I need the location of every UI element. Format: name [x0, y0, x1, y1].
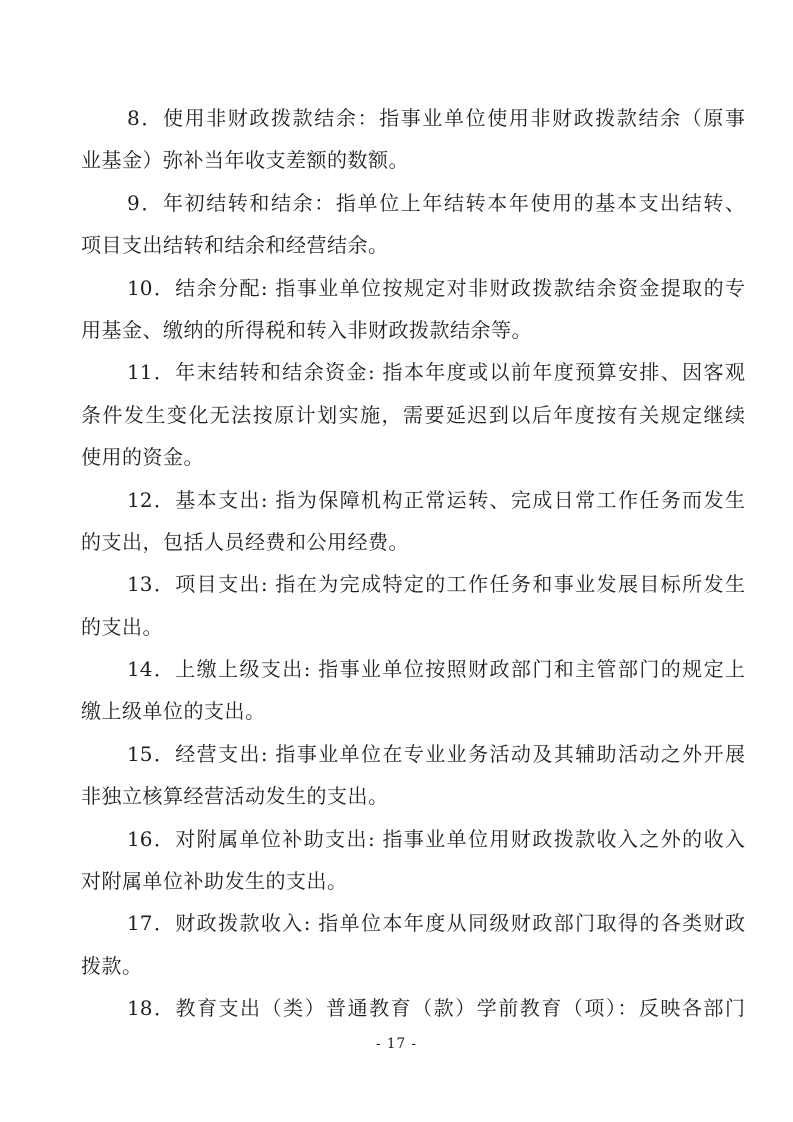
- text-line: 10．结余分配: 指事业单位按规定对非财政拨款结余资金提取的专: [127, 275, 745, 300]
- page-number: - 17 -: [376, 1036, 417, 1052]
- text-line: 16．对附属单位补助支出: 指事业单位用财政拨款收入之外的收入: [127, 826, 745, 851]
- text-line: 15．经营支出: 指事业单位在专业业务活动及其辅助活动之外开展: [127, 741, 745, 766]
- text-line: 17．财政拨款收入: 指单位本年度从同级财政部门取得的各类财政: [127, 911, 745, 936]
- text-line: 14．上缴上级支出: 指事业单位按照财政部门和主管部门的规定上: [127, 657, 745, 682]
- text-line: 业基金）弥补当年收支差额的数额。: [81, 148, 409, 173]
- text-line: 使用的资金。: [81, 445, 204, 470]
- text-line: 9．年初结转和结余：指单位上年结转本年使用的基本支出结转、: [127, 190, 745, 215]
- text-line: 的支出，包括人员经费和公用经费。: [81, 529, 409, 554]
- text-line: 缴上级单位的支出。: [81, 699, 266, 724]
- text-line: 的支出。: [81, 614, 163, 639]
- text-line: 用基金、缴纳的所得税和转入非财政拨款结余等。: [81, 317, 532, 342]
- text-line: 非独立核算经营活动发生的支出。: [81, 784, 389, 809]
- text-line: 13．项目支出: 指在为完成特定的工作任务和事业发展目标所发生: [127, 572, 745, 597]
- text-block: [81, 97, 745, 1030]
- text-line: 11．年末结转和结余资金: 指本年度或以前年度预算安排、因客观: [127, 360, 745, 385]
- text-line: 18．教育支出（类）普通教育（款）学前教育（项）：反映各部门: [127, 996, 745, 1021]
- text-line: 对附属单位补助发生的支出。: [81, 869, 348, 894]
- text-line: 条件发生变化无法按原计划实施，需要延迟到以后年度按有关规定继续: [81, 402, 745, 427]
- text-line: 8．使用非财政拨款结余：指事业单位使用非财政拨款结余（原事: [127, 106, 745, 130]
- text-line: 拨款。: [81, 953, 143, 978]
- text-line: 12．基本支出: 指为保障机构正常运转、完成日常工作任务而发生: [127, 487, 745, 512]
- text-line: 项目支出结转和结余和经营结余。: [81, 233, 389, 258]
